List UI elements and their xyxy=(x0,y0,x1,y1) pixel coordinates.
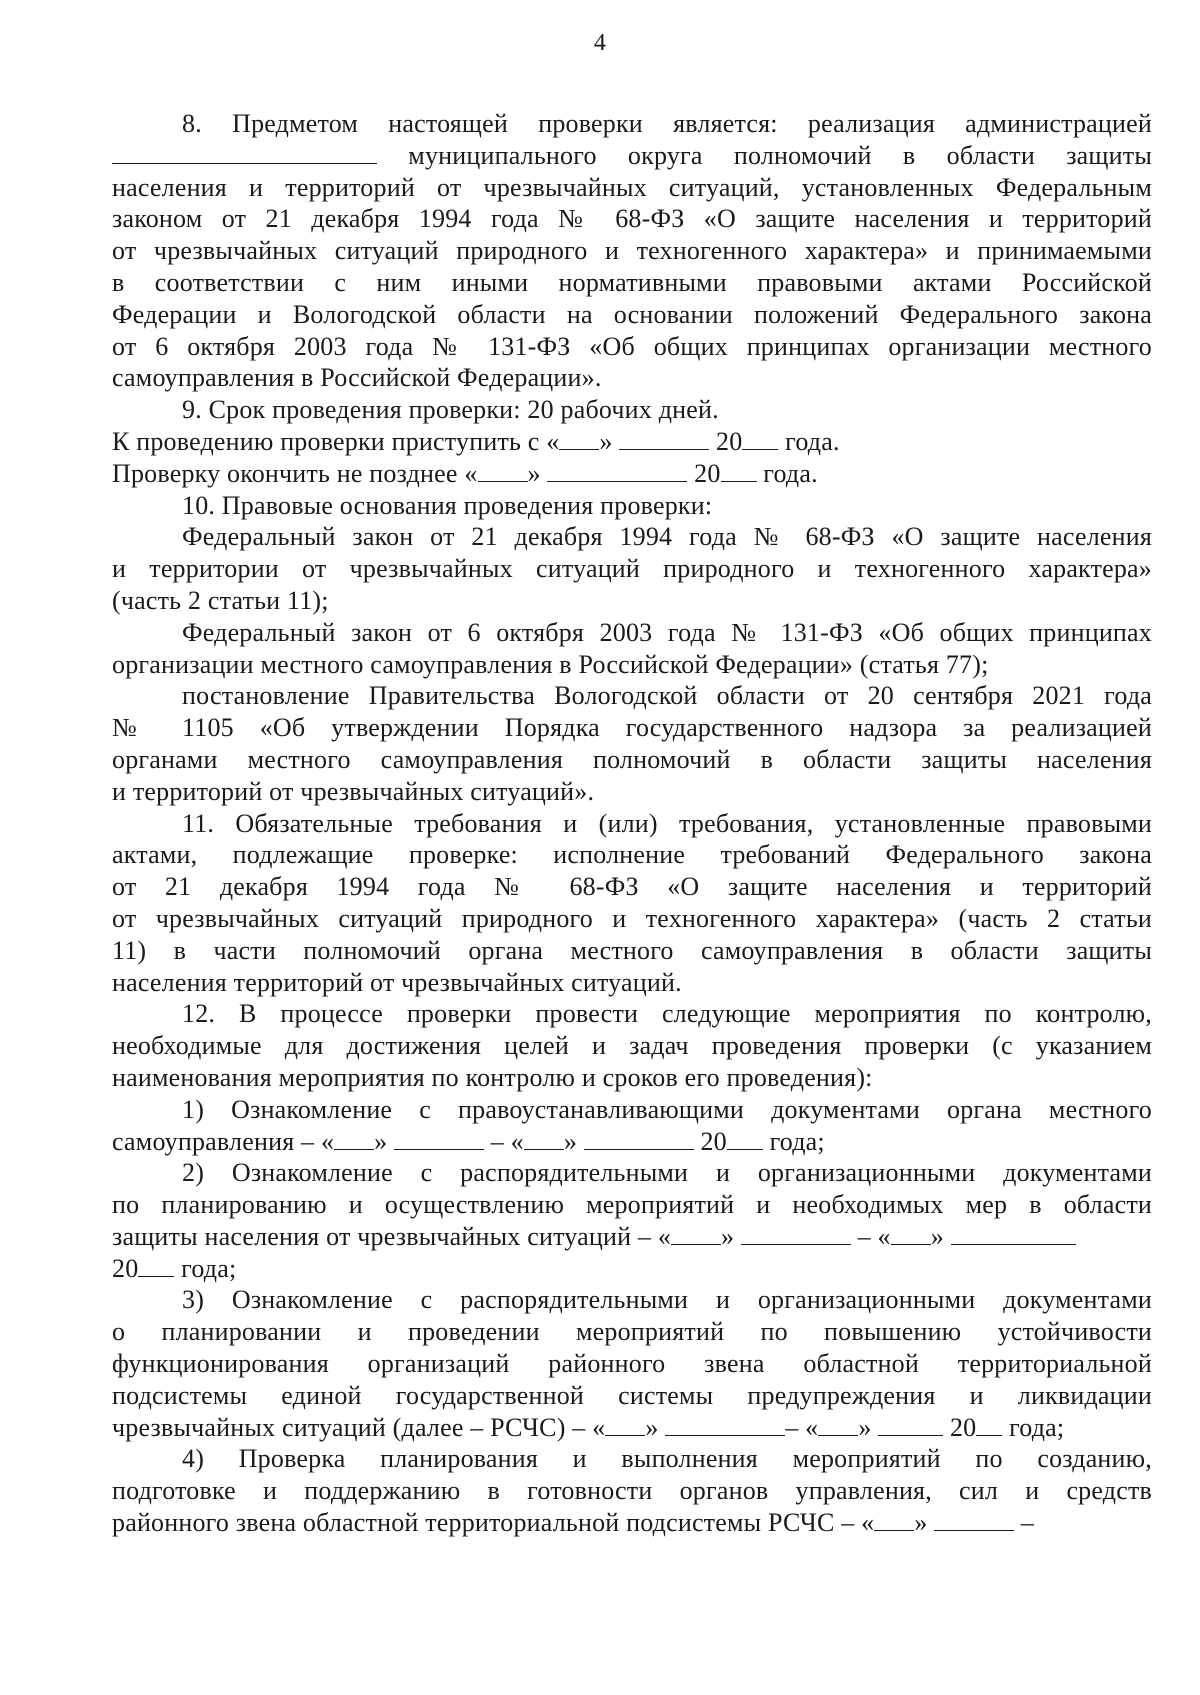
fill-in-blank xyxy=(547,459,687,482)
text-line xyxy=(112,903,1152,935)
fill-in-blank xyxy=(605,1413,645,1436)
text-line xyxy=(112,553,1152,585)
text-run: – « xyxy=(785,1412,819,1442)
text-line xyxy=(112,235,1152,267)
text-run: Федеральный закон от 21 декабря 1994 года № 68-ФЗ «О защите населения xyxy=(182,522,1152,552)
text-line xyxy=(112,203,1152,235)
text-line xyxy=(112,1126,1152,1158)
document-body xyxy=(112,108,1152,1539)
text-line xyxy=(112,1157,1152,1189)
text-line xyxy=(112,1412,1152,1444)
text-line xyxy=(112,935,1152,967)
text-run: наименования мероприятия по контролю и сроков его проведения): xyxy=(112,1062,873,1092)
text-run: и территорий от чрезвычайных ситуаций». xyxy=(112,776,595,806)
text-run: 20 xyxy=(112,1253,139,1283)
text-run: от чрезвычайных ситуаций природного и техногенного характера» и принимаемыми xyxy=(112,236,1152,266)
text-run: 11. Обязательные требования и (или) требования, установленные правовыми xyxy=(182,808,1152,838)
text-run: » xyxy=(914,1508,935,1538)
text-line xyxy=(112,267,1152,299)
fill-in-blank xyxy=(721,459,757,482)
text-run: Проверку окончить не позднее « xyxy=(112,458,478,488)
fill-in-blank xyxy=(891,1222,931,1245)
fill-in-blank xyxy=(478,459,528,482)
text-run: К проведению проверки приступить с « xyxy=(112,426,560,456)
text-run: 20 xyxy=(943,1412,977,1442)
text-run: необходимые для достижения целей и задач проведения проверки (с указанием xyxy=(112,1031,1152,1061)
text-line xyxy=(112,1284,1152,1316)
text-line xyxy=(112,998,1152,1030)
text-run: самоуправления – « xyxy=(112,1126,335,1156)
text-run: 1) Ознакомление с правоустанавливающими документами органа местного xyxy=(182,1094,1152,1124)
text-run: самоуправления в Российской Федерации». xyxy=(112,363,602,393)
fill-in-blank xyxy=(874,1508,914,1531)
text-run: 10. Правовые основания проведения проверки: xyxy=(182,490,713,520)
text-run: » xyxy=(527,458,548,488)
text-run: населения территорий от чрезвычайных ситуаций. xyxy=(112,967,682,997)
text-run: 11) в части полномочий органа местного самоуправления в области защиты xyxy=(112,935,1152,965)
text-run: 4) Проверка планирования и выполнения мероприятий по созданию, xyxy=(182,1444,1152,1474)
text-run: 8. Предметом настоящей проверки является: реализация администрацией xyxy=(182,109,1152,138)
fill-in-blank xyxy=(878,1413,943,1436)
text-line xyxy=(112,1094,1152,1126)
text-line xyxy=(112,299,1152,331)
text-run: защиты населения от чрезвычайных ситуаций – « xyxy=(112,1221,672,1251)
fill-in-blank xyxy=(584,1127,694,1150)
text-line xyxy=(112,712,1152,744)
fill-in-blank xyxy=(951,1222,1076,1245)
text-run: о планировании и проведении мероприятий по повышению устойчивости xyxy=(112,1317,1152,1347)
text-line xyxy=(112,1475,1152,1507)
text-run: 2) Ознакомление с распорядительными и организационными документами xyxy=(182,1158,1152,1188)
text-run: » xyxy=(374,1126,395,1156)
text-line xyxy=(112,1380,1152,1412)
text-run: в соответствии с ним иными нормативными правовыми актами Российской xyxy=(112,267,1152,297)
text-run: органами местного самоуправления полномочий в области защиты населения xyxy=(112,744,1152,774)
text-run: № 1105 «Об утверждении Порядка государственного надзора за реализацией xyxy=(112,713,1152,743)
text-run: Федерации и Вологодской области на основании положений Федерального закона xyxy=(112,299,1152,329)
fill-in-blank xyxy=(818,1413,858,1436)
fill-in-blank xyxy=(138,1254,174,1277)
fill-in-blank xyxy=(559,427,599,450)
text-run: от 21 декабря 1994 года № 68-ФЗ «О защите населения и территорий xyxy=(112,872,1152,902)
text-run: 9. Срок проведения проверки: 20 рабочих дней. xyxy=(182,395,719,425)
fill-in-blank xyxy=(334,1127,374,1150)
text-run: 12. В процессе проверки провести следующие мероприятия по контролю, xyxy=(182,999,1152,1029)
text-run: » xyxy=(645,1412,666,1442)
text-line xyxy=(112,1507,1152,1539)
text-run: года; xyxy=(1002,1412,1065,1442)
text-run: » xyxy=(563,1126,584,1156)
text-line xyxy=(112,1189,1152,1221)
text-line xyxy=(112,585,1152,617)
text-run: 20 xyxy=(693,1126,727,1156)
text-run: 3) Ознакомление с распорядительными и организационными документами xyxy=(182,1285,1152,1315)
text-run: – xyxy=(1014,1508,1035,1538)
text-line xyxy=(112,776,1152,808)
text-run: от 6 октября 2003 года № 131-ФЗ «Об общих принципах организации местного xyxy=(112,331,1152,361)
text-run: 20 xyxy=(687,458,721,488)
text-line xyxy=(112,649,1152,681)
fill-in-blank xyxy=(665,1413,785,1436)
page-number: 4 xyxy=(593,30,607,56)
text-run: года. xyxy=(778,426,840,456)
text-line xyxy=(112,1443,1152,1475)
text-line xyxy=(112,362,1152,394)
fill-in-blank xyxy=(394,1127,484,1150)
text-run: чрезвычайных ситуаций (далее – РСЧС) – « xyxy=(112,1412,606,1442)
text-run: по планированию и осуществлению мероприятий и необходимых мер в области xyxy=(112,1190,1152,1220)
text-line xyxy=(112,871,1152,903)
text-run: – « xyxy=(850,1221,891,1251)
fill-in-blank xyxy=(727,1127,763,1150)
text-run: » xyxy=(858,1412,879,1442)
text-run: функционирования организаций районного звена областной территориальной xyxy=(112,1349,1152,1379)
text-line xyxy=(112,108,1152,140)
fill-in-blank xyxy=(934,1508,1014,1531)
text-run: районного звена областной территориальной подсистемы РСЧС – « xyxy=(112,1508,875,1538)
text-line xyxy=(112,1253,1152,1285)
text-line xyxy=(112,426,1152,458)
text-run: 20 xyxy=(709,426,743,456)
text-run: организации местного самоуправления в Российской Федерации» (статья 77); xyxy=(112,649,989,679)
text-run: года. xyxy=(756,458,818,488)
text-line xyxy=(112,394,1152,426)
text-line xyxy=(112,967,1152,999)
text-run: » xyxy=(721,1221,741,1251)
text-line xyxy=(112,521,1152,553)
text-line xyxy=(112,1221,1152,1253)
text-line xyxy=(112,331,1152,363)
text-run: и территории от чрезвычайных ситуаций природного и техногенного характера» xyxy=(112,554,1152,584)
text-run: подсистемы единой государственной системы предупреждения и ликвидации xyxy=(112,1380,1152,1410)
text-line xyxy=(112,172,1152,204)
text-run: подготовке и поддержанию в готовности органов управления, сил и средств xyxy=(112,1476,1152,1506)
text-line xyxy=(112,680,1152,712)
text-run: от чрезвычайных ситуаций природного и техногенного характера» (часть 2 статьи xyxy=(112,903,1152,933)
text-run: актами, подлежащие проверке: исполнение требований Федерального закона xyxy=(112,840,1152,870)
text-line xyxy=(112,1062,1152,1094)
text-line xyxy=(112,1348,1152,1380)
text-run: года; xyxy=(762,1126,825,1156)
text-run: – « xyxy=(484,1126,524,1156)
text-line xyxy=(112,1316,1152,1348)
text-run: постановление Правительства Вологодской области от 20 сентября 2021 года xyxy=(182,681,1152,711)
fill-in-blank xyxy=(976,1413,1002,1436)
text-run: (часть 2 статьи 11); xyxy=(112,585,329,615)
text-run: Федеральный закон от 6 октября 2003 года № 131-ФЗ «Об общих принципах xyxy=(182,617,1152,647)
text-run: муниципального округа полномочий в области защиты xyxy=(377,140,1152,170)
text-line xyxy=(112,617,1152,649)
text-line xyxy=(112,1030,1152,1062)
text-line xyxy=(112,458,1152,490)
fill-in-blank xyxy=(742,427,778,450)
text-run: законом от 21 декабря 1994 года № 68-ФЗ «О защите населения и территорий xyxy=(112,204,1152,234)
text-run: населения и территорий от чрезвычайных ситуаций, установленных Федеральным xyxy=(112,172,1152,202)
fill-in-blank xyxy=(671,1222,721,1245)
text-line xyxy=(112,140,1152,172)
fill-in-blank xyxy=(619,427,709,450)
fill-in-blank xyxy=(112,141,377,164)
text-line xyxy=(112,744,1152,776)
fill-in-blank xyxy=(524,1127,564,1150)
text-run: » xyxy=(930,1221,951,1251)
text-line xyxy=(112,490,1152,522)
text-line xyxy=(112,808,1152,840)
text-run: » xyxy=(599,426,620,456)
text-line xyxy=(112,839,1152,871)
fill-in-blank xyxy=(741,1222,851,1245)
text-run: года; xyxy=(174,1253,237,1283)
